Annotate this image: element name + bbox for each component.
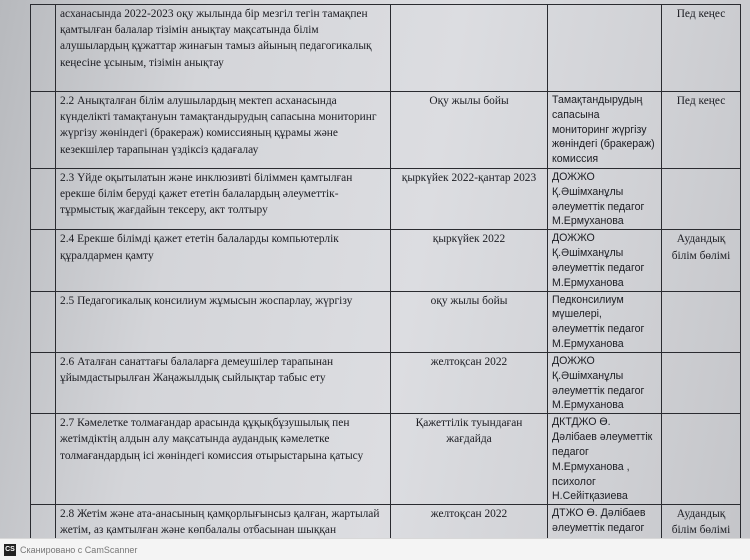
event-term: желтоқсан 2022 bbox=[391, 505, 548, 538]
table-row bbox=[31, 230, 741, 291]
event-note bbox=[662, 291, 741, 352]
row-number-cell bbox=[31, 5, 56, 92]
event-content: 2.5 Педагогикалық консилиум жұмысын жоспарлау, жүргізу bbox=[56, 291, 391, 352]
event-term: Оқу жылы бойы bbox=[391, 92, 548, 169]
event-content: 2.2 Анықталған білім алушылардың мектеп асханасында күнделікті тамақтануын тамақтандырудың сапасына мониторинг жүргізу жөніндегі (бракераж) комиссияның құрамы және кезекшілер тарапынан үздіксіз қадағалау bbox=[56, 92, 391, 169]
event-note bbox=[662, 169, 741, 230]
event-term: Қажеттілік туындаған жағдайда bbox=[391, 414, 548, 505]
row-number-cell bbox=[31, 505, 56, 538]
event-content: 2.6 Аталған санаттағы балаларға демеушілер тарапынан ұйымдастырылған Жаңажылдық сыйлықтар табыс ету bbox=[56, 352, 391, 413]
event-note bbox=[662, 414, 741, 505]
event-responsible: ДОЖЖО Қ.Әшімханұлы әлеуметтік педагог М.Ермуханова bbox=[548, 169, 662, 230]
table-row bbox=[31, 505, 741, 538]
scanner-watermark-text: Сканировано с CamScanner bbox=[20, 544, 138, 555]
event-content: 2.7 Кәмелетке толмағандар арасында құқықбұзушылық пен жетімдіктің алдын алу мақсатында аудандық кәмелетке толмағандардың ісі жөніндегі комиссия отырыстарына қатысу bbox=[56, 414, 391, 505]
scanner-footer bbox=[0, 538, 750, 560]
event-note: Аудандық білім бөлімі bbox=[662, 230, 741, 291]
event-note: Пед кеңес bbox=[662, 92, 741, 169]
table-row bbox=[31, 169, 741, 230]
event-content: 2.3 Үйде оқытылатын және инклюзивті біліммен қамтылған ерекше білім беруді қажет ететін балалардың әлеуметтік-тұрмыстық жағдайын тексеру, акт толтыру bbox=[56, 169, 391, 230]
event-content: асханасында 2022-2023 оқу жылында бір мезгіл тегін тамақпен қамтылған балалар тізімін анықтау мақсатында білім алушылардың құжаттар жинағын тамыз айының педагогикалық кеңесіне ұсыным, тізімін анықтау bbox=[56, 5, 391, 92]
event-content: 2.4 Ерекше білімді қажет ететін балаларды компьютерлік құралдармен қамту bbox=[56, 230, 391, 291]
event-term: қыркүйек 2022-қантар 2023 bbox=[391, 169, 548, 230]
row-number-cell bbox=[31, 414, 56, 505]
event-term: желтоқсан 2022 bbox=[391, 352, 548, 413]
camscanner-logo-icon: CS bbox=[4, 544, 16, 556]
row-number-cell bbox=[31, 169, 56, 230]
event-note: Аудандық білім бөлімі bbox=[662, 505, 741, 538]
event-note bbox=[662, 352, 741, 413]
table-row bbox=[31, 414, 741, 505]
event-responsible bbox=[548, 5, 662, 92]
event-note: Пед кеңес bbox=[662, 5, 741, 92]
row-number-cell bbox=[31, 230, 56, 291]
table-row bbox=[31, 352, 741, 413]
event-term: оқу жылы бойы bbox=[391, 291, 548, 352]
event-responsible: ДОЖЖО Қ.Әшімханұлы әлеуметтік педагог М.Ермуханова bbox=[548, 352, 662, 413]
work-plan-table bbox=[30, 4, 741, 538]
event-responsible: ДТЖО Ө. Дәлібаев әлеуметтік педагог bbox=[548, 505, 662, 538]
table-row bbox=[31, 5, 741, 92]
event-term bbox=[391, 5, 548, 92]
table-row bbox=[31, 291, 741, 352]
event-responsible: ДОЖЖО Қ.Әшімханұлы әлеуметтік педагог М.Ермуханова bbox=[548, 230, 662, 291]
table-row bbox=[31, 92, 741, 169]
event-term: қыркүйек 2022 bbox=[391, 230, 548, 291]
event-responsible: Педконсилиум мүшелері, әлеуметтік педагог М.Ермуханова bbox=[548, 291, 662, 352]
event-content: 2.8 Жетім және ата-анасының қамқорлығынсыз қалған, жартылай жетім, аз қамтылған және көпбалалы отбасынан шыққан bbox=[56, 505, 391, 538]
event-responsible: ДКТДЖО Ө. Дәлібаев әлеуметтік педагог М.Ермуханова , психолог Н.Сейітқазиева bbox=[548, 414, 662, 505]
row-number-cell bbox=[31, 291, 56, 352]
row-number-cell bbox=[31, 92, 56, 169]
event-responsible: Тамақтандырудың сапасына мониторинг жүргізу жөніндегі (бракераж) комиссия bbox=[548, 92, 662, 169]
row-number-cell bbox=[31, 352, 56, 413]
